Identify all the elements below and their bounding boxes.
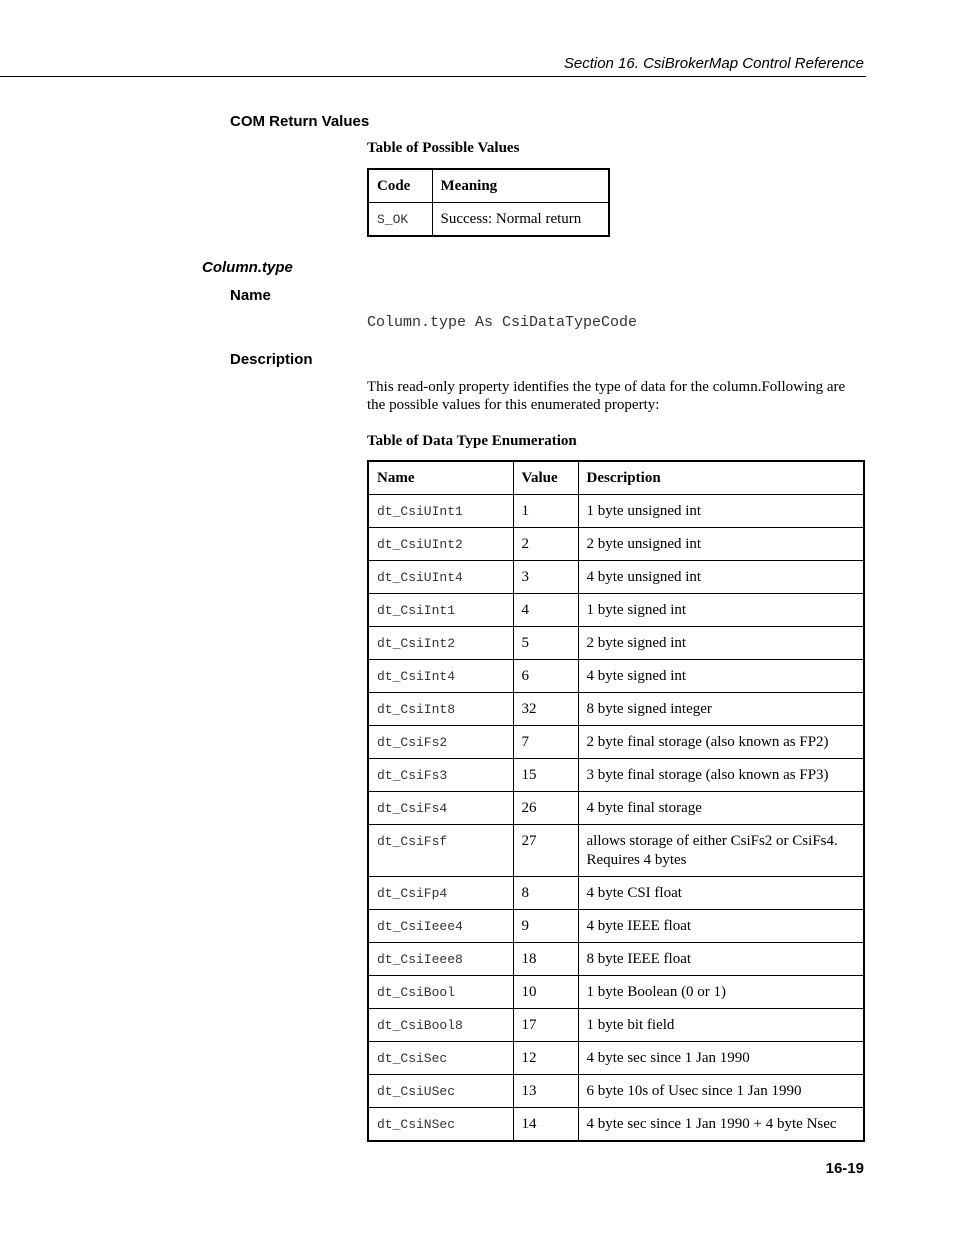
header-rule xyxy=(0,76,866,77)
cell-description: allows storage of either CsiFs2 or CsiFs4. Requires 4 bytes xyxy=(578,825,864,877)
cell-name: dt_CsiFs4 xyxy=(368,792,513,825)
cell-description: 3 byte final storage (also known as FP3) xyxy=(578,759,864,792)
cell-value: 9 xyxy=(513,910,578,943)
table-header-row xyxy=(368,461,864,495)
cell-description: 4 byte signed int xyxy=(578,660,864,693)
table-row xyxy=(368,726,864,759)
table-row xyxy=(368,203,609,237)
cell-description: 1 byte unsigned int xyxy=(578,495,864,528)
column-header-meaning: Meaning xyxy=(432,169,609,203)
data-type-enumeration-table xyxy=(367,460,865,1142)
cell-value: 6 xyxy=(513,660,578,693)
table-row xyxy=(368,825,864,877)
cell-description: 2 byte final storage (also known as FP2) xyxy=(578,726,864,759)
cell-value: 2 xyxy=(513,528,578,561)
column-header-value: Value xyxy=(513,461,578,495)
column-header-code: Code xyxy=(368,169,432,203)
cell-name: dt_CsiUSec xyxy=(368,1075,513,1108)
cell-name: dt_CsiFs3 xyxy=(368,759,513,792)
table-row xyxy=(368,528,864,561)
page-number: 16-19 xyxy=(825,1160,864,1177)
cell-name: dt_CsiSec xyxy=(368,1042,513,1075)
table-row xyxy=(368,1108,864,1142)
cell-name: dt_CsiBool8 xyxy=(368,1009,513,1042)
table-row xyxy=(368,759,864,792)
running-header: Section 16. CsiBrokerMap Control Reference xyxy=(563,55,864,72)
cell-name: dt_CsiUInt4 xyxy=(368,561,513,594)
name-heading: Name xyxy=(230,287,271,304)
cell-value: 5 xyxy=(513,627,578,660)
cell-name: dt_CsiIeee4 xyxy=(368,910,513,943)
cell-value: 4 xyxy=(513,594,578,627)
cell-value: 14 xyxy=(513,1108,578,1142)
cell-value: 18 xyxy=(513,943,578,976)
cell-code: S_OK xyxy=(368,203,432,237)
cell-description: 4 byte final storage xyxy=(578,792,864,825)
com-return-heading: COM Return Values xyxy=(230,113,370,130)
cell-value: 7 xyxy=(513,726,578,759)
cell-name: dt_CsiFsf xyxy=(368,825,513,877)
table-row xyxy=(368,976,864,1009)
signature-code: Column.type As CsiDataTypeCode xyxy=(367,314,638,331)
cell-value: 1 xyxy=(513,495,578,528)
cell-description: 1 byte signed int xyxy=(578,594,864,627)
cell-value: 17 xyxy=(513,1009,578,1042)
cell-description: 2 byte signed int xyxy=(578,627,864,660)
table-row xyxy=(368,1042,864,1075)
column-header-description: Description xyxy=(578,461,864,495)
table-row xyxy=(368,1075,864,1108)
table-row xyxy=(368,495,864,528)
table-row xyxy=(368,594,864,627)
cell-name: dt_CsiInt8 xyxy=(368,693,513,726)
cell-value: 27 xyxy=(513,825,578,877)
cell-name: dt_CsiFs2 xyxy=(368,726,513,759)
cell-name: dt_CsiInt1 xyxy=(368,594,513,627)
cell-description: 1 byte bit field xyxy=(578,1009,864,1042)
cell-description: 4 byte unsigned int xyxy=(578,561,864,594)
table-row xyxy=(368,693,864,726)
possible-values-table xyxy=(367,168,610,237)
column-header-name: Name xyxy=(368,461,513,495)
cell-meaning: Success: Normal return xyxy=(432,203,609,237)
cell-description: 4 byte sec since 1 Jan 1990 + 4 byte Nsec xyxy=(578,1108,864,1142)
cell-description: 1 byte Boolean (0 or 1) xyxy=(578,976,864,1009)
cell-name: dt_CsiUInt1 xyxy=(368,495,513,528)
cell-value: 3 xyxy=(513,561,578,594)
table-row xyxy=(368,561,864,594)
cell-name: dt_CsiInt2 xyxy=(368,627,513,660)
table-row xyxy=(368,660,864,693)
cell-value: 26 xyxy=(513,792,578,825)
table-header-row xyxy=(368,169,609,203)
description-paragraph: This read-only property identifies the type of data for the column.Following are the possible values for this enumerated property: xyxy=(367,379,846,413)
description-heading: Description xyxy=(230,351,313,368)
cell-description: 8 byte signed integer xyxy=(578,693,864,726)
enumeration-table-body xyxy=(368,495,864,1142)
cell-description: 4 byte IEEE float xyxy=(578,910,864,943)
cell-description: 6 byte 10s of Usec since 1 Jan 1990 xyxy=(578,1075,864,1108)
table-row xyxy=(368,943,864,976)
cell-name: dt_CsiUInt2 xyxy=(368,528,513,561)
column-type-title: Column.type xyxy=(202,259,293,276)
cell-value: 10 xyxy=(513,976,578,1009)
table-row xyxy=(368,877,864,910)
possible-values-caption: Table of Possible Values xyxy=(367,140,520,156)
cell-value: 32 xyxy=(513,693,578,726)
cell-description: 4 byte CSI float xyxy=(578,877,864,910)
table-row xyxy=(368,910,864,943)
cell-description: 4 byte sec since 1 Jan 1990 xyxy=(578,1042,864,1075)
cell-description: 2 byte unsigned int xyxy=(578,528,864,561)
cell-name: dt_CsiNSec xyxy=(368,1108,513,1142)
table-row xyxy=(368,1009,864,1042)
cell-name: dt_CsiBool xyxy=(368,976,513,1009)
cell-value: 15 xyxy=(513,759,578,792)
cell-description: 8 byte IEEE float xyxy=(578,943,864,976)
enumeration-caption: Table of Data Type Enumeration xyxy=(367,433,577,449)
cell-value: 12 xyxy=(513,1042,578,1075)
table-row xyxy=(368,792,864,825)
cell-name: dt_CsiFp4 xyxy=(368,877,513,910)
cell-name: dt_CsiIeee8 xyxy=(368,943,513,976)
cell-value: 8 xyxy=(513,877,578,910)
table-row xyxy=(368,627,864,660)
cell-value: 13 xyxy=(513,1075,578,1108)
cell-name: dt_CsiInt4 xyxy=(368,660,513,693)
